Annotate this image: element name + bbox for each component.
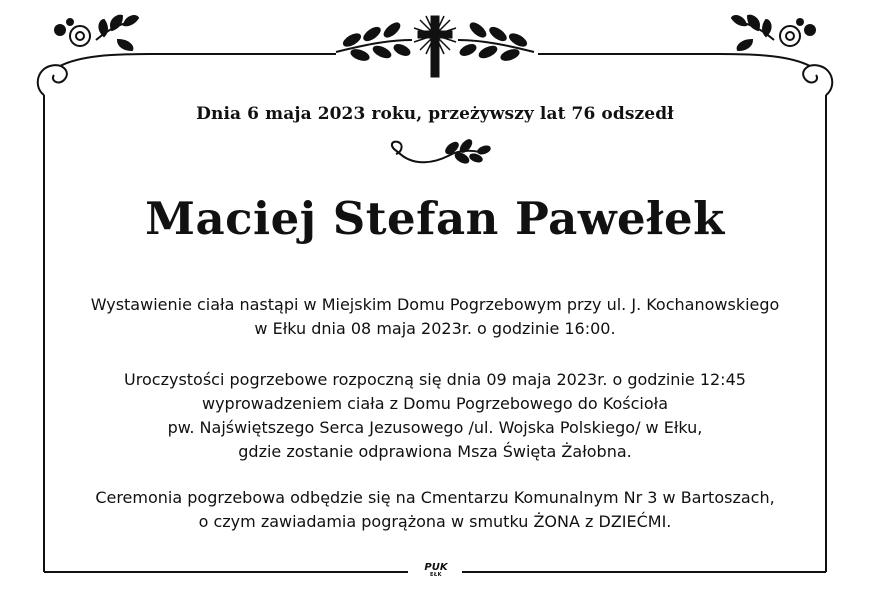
floral-flourish-icon-right [720, 16, 832, 95]
paragraph-line: Wystawienie ciała nastąpi w Miejskim Domu Pogrzebowym przy ul. J. Kochanowskiego [90, 295, 780, 314]
death-announcement-line: Dnia 6 maja 2023 roku, przeżywszy lat 76 odszedł [196, 104, 674, 124]
paragraph-line: w Ełku dnia 08 maja 2023r. o godzinie 16:00. [254, 319, 616, 338]
ceremony-paragraph [0, 368, 870, 464]
logo-text: PUK [424, 562, 448, 573]
paragraph-line: o czym zawiadamia pogrążona w smutku ŻONA z DZIEĆMI. [198, 512, 672, 531]
viewing-paragraph [0, 293, 870, 341]
paragraph-line: Ceremonia pogrzebowa odbędzie się na Cmentarzu Komunalnym Nr 3 w Bartoszach, [95, 488, 775, 507]
paragraph-line: wyprowadzeniem ciała z Domu Pogrzebowego do Kościoła [202, 394, 668, 413]
company-logo [418, 563, 454, 578]
deceased-name: Maciej Stefan Pawełek [145, 192, 725, 245]
flourish-divider-icon [392, 138, 491, 164]
cross-with-rays-icon [414, 16, 456, 77]
floral-flourish-icon-left [38, 16, 150, 95]
laurel-branch-icon-right [458, 21, 534, 62]
paragraph-line: pw. Najświętszego Serca Jezusowego /ul. Wojska Polskiego/ w Ełku, [167, 418, 703, 437]
laurel-branch-icon-left [336, 21, 412, 62]
paragraph-line: Uroczystości pogrzebowe rozpoczną się dnia 09 maja 2023r. o godzinie 12:45 [124, 370, 746, 389]
paragraph-line: gdzie zostanie odprawiona Msza Święta Żałobna. [238, 442, 632, 461]
logo-subtext: EŁK [429, 572, 442, 578]
burial-paragraph [0, 486, 870, 534]
